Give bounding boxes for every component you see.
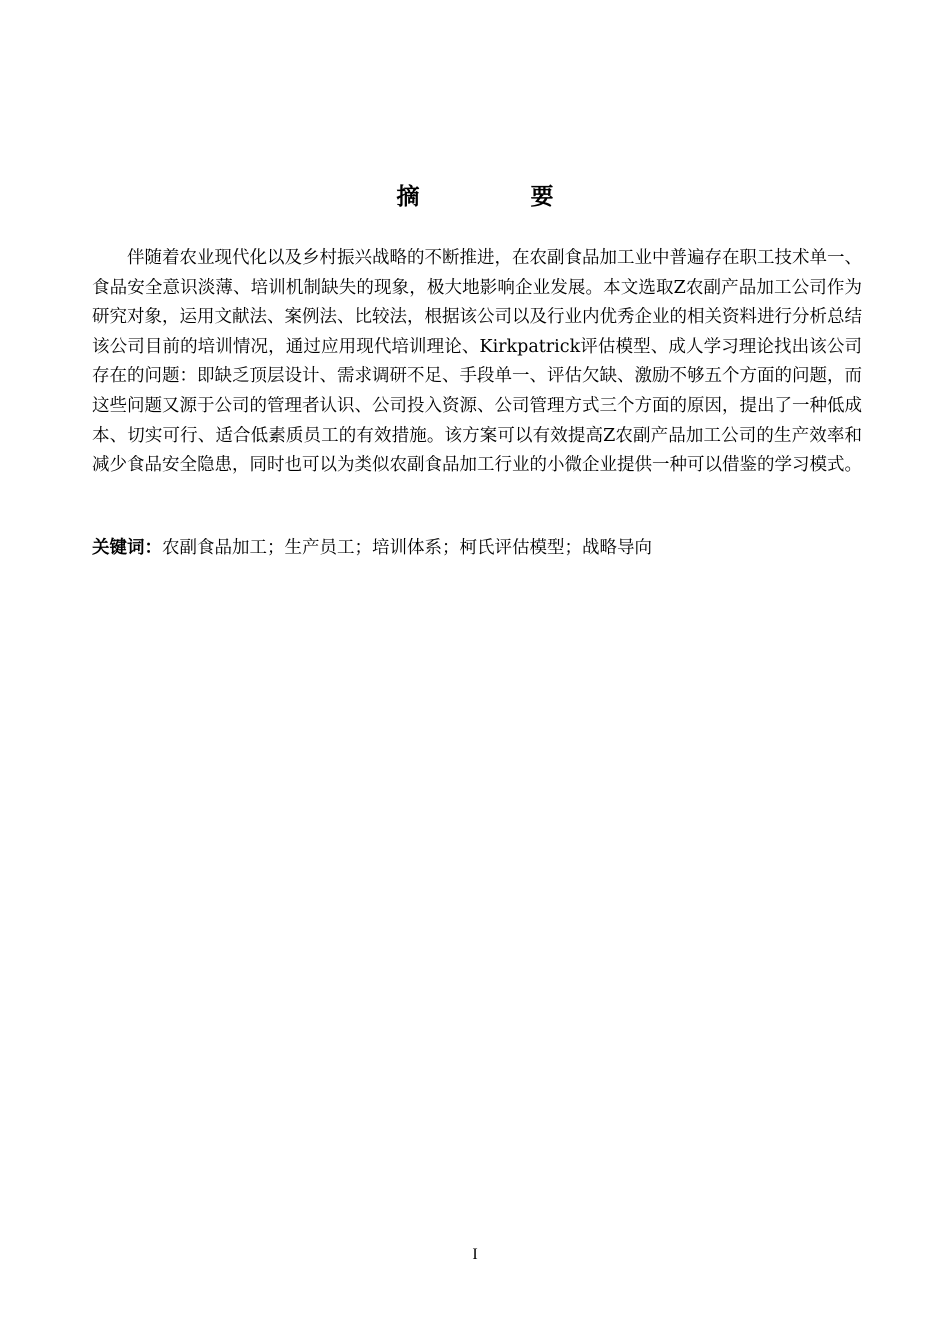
page-title: 摘 要 — [396, 184, 598, 210]
keywords-label: 关键词： — [92, 538, 162, 558]
keywords-line — [92, 534, 862, 564]
abstract-paragraph: 伴随着农业现代化以及乡村振兴战略的不断推进，在农副食品加工业中普遍存在职工技术单一、食品安全意识淡薄、培训机制缺失的现象，极大地影响企业发展。本文选取Z农副产品加工公司作为研究对象，运用文献法、案例法、比较法，根据该公司以及行业内优秀企业的相关资料进行分析总结该公司目前的培训情况，通过应用现代培训理论、Kirkpatrick评估模型、成人学习理论找出该公司存在的问题：即缺乏顶层设计、需求调研不足、手段单一、评估欠缺、激励不够五个方面的问题，而这些问题又源于公司的管理者认识、公司投入资源、公司管理方式三个方面的原因，提出了一种低成本、切实可行、适合低素质员工的有效措施。该方案可以有效提高Z农副产品加工公司的生产效率和减少食品安全隐患，同时也可以为类似农副食品加工行业的小微企业提供一种可以借鉴的学习模式。 — [92, 248, 862, 476]
keywords-text: 农副食品加工；生产员工；培训体系；柯氏评估模型；战略导向 — [162, 538, 652, 558]
page-number: I — [472, 1246, 478, 1263]
